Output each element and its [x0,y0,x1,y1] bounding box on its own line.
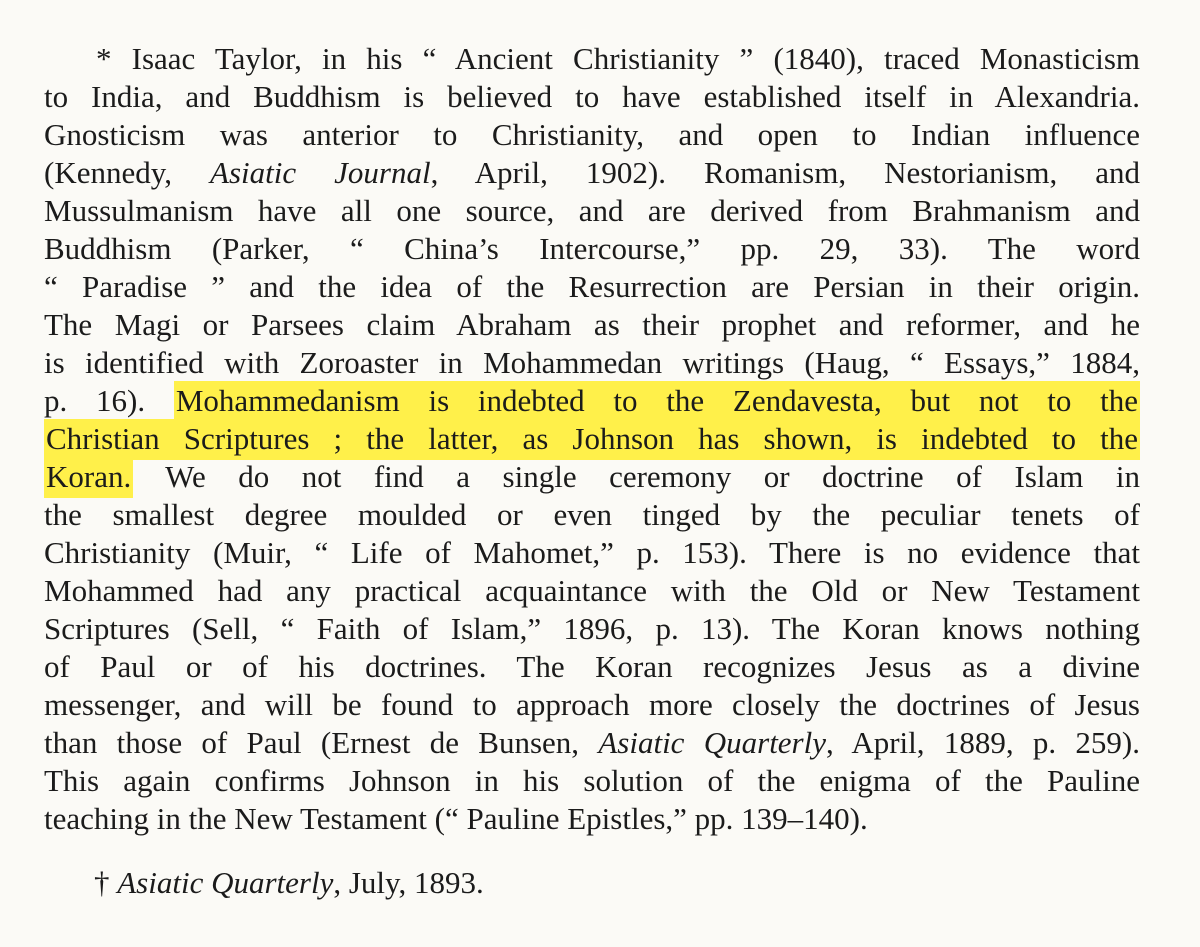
text-run: teaching in the New Testament (“ Pauline Epistles,” pp. 139–140). [44,801,868,836]
footnote-line [44,534,1140,572]
text-run: “ Paradise ” and the idea of the Resurrection are Persian in their origin. [44,269,1140,304]
text-run: than those of Paul (Ernest de Bunsen, [44,725,599,760]
footnote-line [44,864,1140,902]
text-run: † [94,865,118,900]
text-run: the smallest degree moulded or even tinged by the peculiar tenets of [44,497,1140,532]
text-run: , July, 1893. [333,865,484,900]
footnote-line [44,496,1140,534]
footnote-line [44,382,1140,420]
text-run: Christianity (Muir, “ Life of Mahomet,” p. 153). There is no evidence that [44,535,1140,570]
footnote-line [44,458,1140,496]
footnote-line [44,762,1140,800]
footnote-line [44,154,1140,192]
footnote-line [44,78,1140,116]
text-run: Mohammed had any practical acquaintance with the Old or New Testament [44,573,1140,608]
highlighted-text: Mohammedanism is indebted to the Zendavesta, but not to the [174,381,1140,422]
footnote-line [44,230,1140,268]
footnote-line [44,268,1140,306]
footnote-line [44,610,1140,648]
text-run: Scriptures (Sell, “ Faith of Islam,” 1896, p. 13). The Koran knows nothing [44,611,1140,646]
footnote-star [44,40,1140,838]
text-run: , April, 1902). Romanism, Nestorianism, and [430,155,1140,190]
text-run: is identified with Zoroaster in Mohammedan writings (Haug, “ Essays,” 1884, [44,345,1140,380]
footnote-line [44,40,1140,78]
text-run: , April, 1889, p. 259). [826,725,1140,760]
text-run: Mussulmanism have all one source, and are derived from Brahmanism and [44,193,1140,228]
footnote-dagger [44,864,1140,902]
italic-citation: Asiatic Quarterly [117,865,334,900]
text-run: * Isaac Taylor, in his “ Ancient Christianity ” (1840), traced Monasticism [96,41,1140,76]
footnote-line [44,800,1140,838]
footnote-line [44,116,1140,154]
text-run: (Kennedy, [44,155,211,190]
footnote-line [44,306,1140,344]
footnote-line [44,344,1140,382]
text-run: We do not find a single ceremony or doctrine of Islam in [133,459,1140,494]
footnote-line [44,420,1140,458]
footnote-line [44,724,1140,762]
highlighted-text: Christian Scriptures ; the latter, as Johnson has shown, is indebted to the [44,419,1140,460]
text-run: to India, and Buddhism is believed to have established itself in Alexandria. [44,79,1140,114]
text-run: Buddhism (Parker, “ China’s Intercourse,” pp. 29, 33). The word [44,231,1140,266]
text-run: Gnosticism was anterior to Christianity, and open to Indian influence [44,117,1140,152]
footnote-line [44,572,1140,610]
text-run: The Magi or Parsees claim Abraham as their prophet and reformer, and he [44,307,1140,342]
italic-citation: Asiatic Journal [210,155,431,190]
highlighted-text: Koran. [44,457,133,498]
footnote-line [44,686,1140,724]
text-run: This again confirms Johnson in his solution of the enigma of the Pauline [44,763,1140,798]
footnote-line [44,192,1140,230]
italic-citation: Asiatic Quarterly [598,725,826,760]
text-run: of Paul or of his doctrines. The Koran recognizes Jesus as a divine [44,649,1140,684]
footnote-line [44,648,1140,686]
text-run: p. 16). [44,383,174,418]
text-run: messenger, and will be found to approach more closely the doctrines of Jesus [44,687,1140,722]
